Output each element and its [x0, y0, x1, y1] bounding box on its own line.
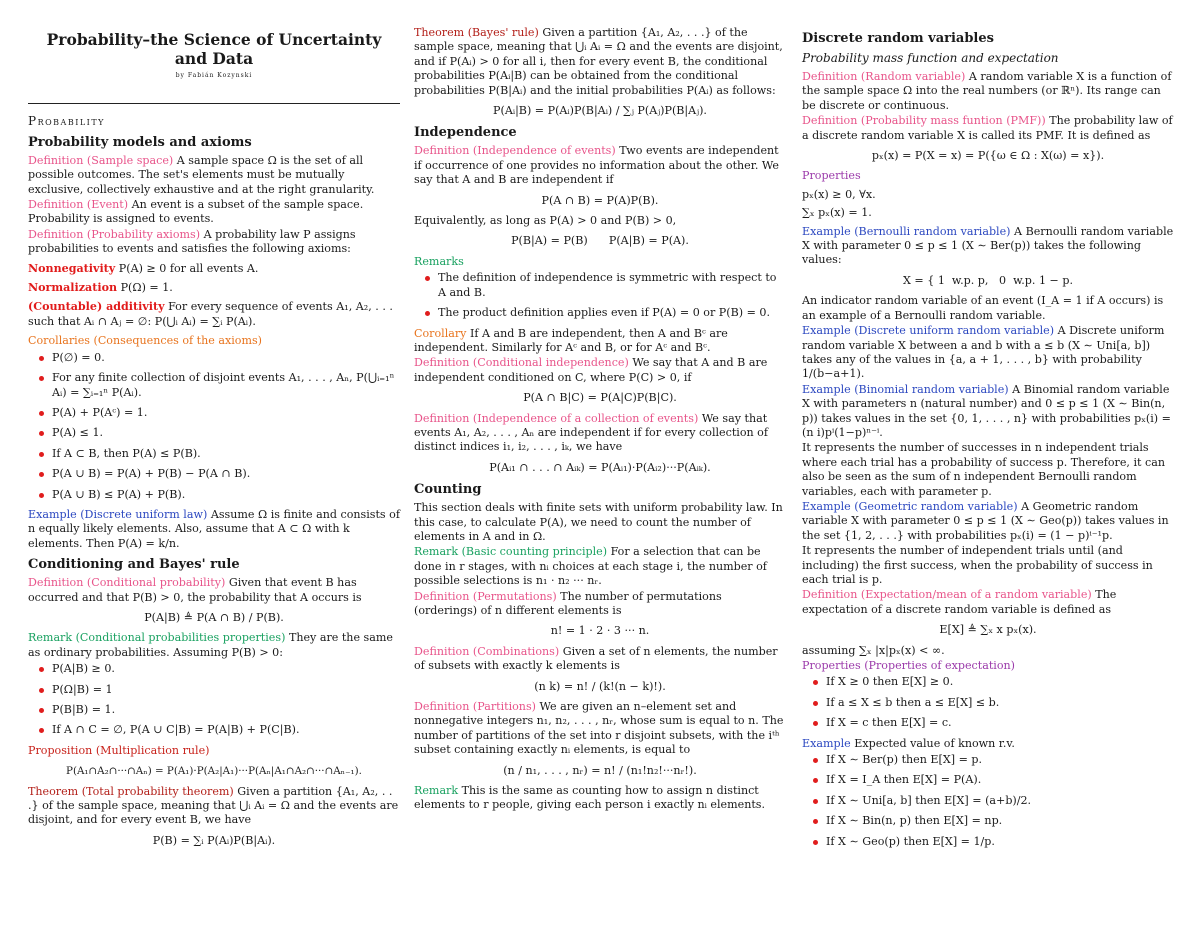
list-item: If X = I_A then E[X] = P(A).	[826, 773, 1174, 787]
equation-bernoulli: X = { 1 w.p. p, 0 w.p. 1 − p.	[902, 273, 1073, 287]
equation-conditional: P(A|B) ≜ P(A ∩ B) / P(B).	[144, 610, 284, 624]
remark-conditional-properties: Remark (Conditional probabilities properties) They are the same as ordinary probabilities. Assuming P(B) > 0:	[28, 631, 393, 659]
example-binomial: Example (Binomial random variable) A Binomial random variable X with parameters n (natural number) and 0 ≤ p ≤ 1 (X ∼ Bin(n, p)) takes values in the set {0, 1, . . . , n} with probabilities pₓ(i) = (n i)pⁱ(1−p)ⁿ⁻ⁱ.	[802, 382, 1171, 439]
expectation-assumption: assuming ∑ₓ |x|pₓ(x) < ∞.	[802, 643, 945, 657]
equation-equivalence: P(B|A) = P(B) P(A|B) = P(A).	[511, 234, 689, 248]
list-item: P(A ∪ B) ≤ P(A) + P(B).	[52, 488, 400, 502]
def-expectation: Definition (Expectation/mean of a random variable) The expectation of a discrete random variable is defined as	[802, 588, 1117, 616]
geometric-represents: It represents the number of independent trials until (and including) the first success, when the probability of success in each trial is p.	[802, 544, 1153, 586]
list-item: If X ≥ 0 then E[X] ≥ 0.	[826, 675, 1174, 689]
column-1	[28, 26, 400, 854]
counting-intro: This section deals with finite sets with uniform probability law. In this case, to calculate P(A), we need to count the number of elements in A and in Ω.	[414, 501, 783, 543]
document-title: Probability–the Science of Uncertainty and Data	[46, 30, 382, 68]
expected-values-list	[802, 753, 1174, 849]
list-item: For any finite collection of disjoint events A₁, . . . , Aₙ, P(⋃ᵢ₌₁ⁿ Aᵢ) = ∑ᵢ₌₁ⁿ P(Aᵢ).	[52, 371, 400, 400]
prop-multiplication-label: Proposition (Multiplication rule)	[28, 743, 210, 757]
list-item: P(A ∪ B) = P(A) + P(B) − P(A ∩ B).	[52, 467, 400, 481]
example-bernoulli: Example (Bernoulli random variable) A Bernoulli random variable X with parameter 0 ≤ p ≤ 1 (X ∼ Ber(p)) takes the following values:	[802, 224, 1174, 267]
equation-pmf: pₓ(x) = P(X = x) = P({ω ∈ Ω : X(ω) = x}).	[871, 149, 1105, 163]
heading-conditioning: Conditioning and Bayes' rule	[28, 557, 240, 573]
corollaries-list	[28, 351, 400, 502]
def-permutations: Definition (Permutations) The number of permutations (orderings) of n different elements is	[414, 589, 722, 617]
equation-expectation: E[X] ≜ ∑ₓ x pₓ(x).	[939, 623, 1037, 637]
bernoulli-indicator: An indicator random variable of an event (I_A = 1 if A occurs) is an example of a Bernoulli random variable.	[802, 294, 1164, 322]
list-item: If a ≤ X ≤ b then a ≤ E[X] ≤ b.	[826, 696, 1174, 710]
list-item: If X = c then E[X] = c.	[826, 716, 1174, 730]
equation-conditional-independence: P(A ∩ B|C) = P(A|C)P(B|C).	[523, 391, 677, 405]
def-conditional-independence: Definition (Conditional independence) We say that A and B are independent conditioned on C, where P(C) > 0, if	[414, 356, 768, 384]
def-combinations: Definition (Combinations) Given a set of n elements, the number of subsets with exactly k elements is	[414, 644, 778, 673]
thm-bayes: Theorem (Bayes' rule) Given a partition {A₁, A₂, . . .} of the sample space, meaning that ⋃ᵢ Aᵢ = Ω and the events are disjoint, and if P(Aᵢ) > 0 for all i, then for every event B, the conditional probabilities P(Aᵢ|B) can be obtained from the conditional probabilities P(B|Aᵢ) and the initial probabilities P(Aᵢ) as follows:	[414, 26, 783, 97]
def-axioms: Definition (Probability axioms) A probability law P assigns probabilities to events and satisfies the following axioms:	[28, 227, 356, 256]
corollary-independence: Corollary If A and B are independent, then A and Bᶜ are independent. Similarly for Aᶜ and B, or for Aᶜ and Bᶜ.	[414, 326, 728, 354]
list-item: If A ⊂ B, then P(A) ≤ P(B).	[52, 447, 400, 461]
example-discrete-uniform: Example (Discrete uniform random variable) A Discrete uniform random variable X between a and b with a ≤ b (X ∼ Uni[a, b]) takes any of the values in {a, a + 1, . . . , b} with probability 1/(b−a+1).	[802, 324, 1165, 381]
document-author: by Fabián Kozynski	[175, 72, 253, 79]
list-item: The definition of independence is symmetric with respect to A and B.	[438, 271, 786, 300]
column-2	[414, 26, 786, 814]
property-nonneg: pₓ(x) ≥ 0, ∀x.	[802, 187, 876, 201]
heading-discrete-rv: Discrete random variables	[802, 31, 994, 46]
def-random-variable: Definition (Random variable) A random variable X is a function of the sample space Ω into the real numbers (or ℝⁿ). Its range can be discrete or continuous.	[802, 70, 1172, 112]
equation-permutations: n! = 1 · 2 · 3 ··· n.	[550, 624, 650, 638]
def-pmf: Definition (Probability mass funtion (PMF)) The probability law of a discrete random variable X is called its PMF. It is defined as	[802, 114, 1173, 142]
conditional-properties-list	[28, 662, 400, 738]
equation-bayes: P(Aᵢ|B) = P(Aᵢ)P(B|Aᵢ) / ∑ⱼ P(Aⱼ)P(B|Aⱼ).	[493, 104, 707, 118]
list-item: P(A|B) ≥ 0.	[52, 662, 400, 676]
heading-counting: Counting	[414, 482, 482, 498]
list-item: P(Ω|B) = 1	[52, 683, 400, 697]
list-item: P(A) ≤ 1.	[52, 426, 400, 440]
example-uniform-law: Example (Discrete uniform law) Assume Ω is finite and consists of n equally likely elements. Also, assume that A ⊂ Ω with k elements. Then P(A) = k/n.	[28, 507, 400, 550]
expectation-properties-list	[802, 675, 1174, 730]
corollaries-label: Corollaries (Consequences of the axioms)	[28, 334, 262, 348]
equivalence-text: Equivalently, as long as P(A) > 0 and P(B) > 0,	[414, 214, 677, 228]
equation-partitions: (n / n₁, . . . , nᵣ) = n! / (n₁!n₂!···nᵣ!).	[503, 763, 697, 777]
axiom-normalization: Normalization P(Ω) = 1.	[28, 281, 173, 295]
remark-counting-principle: Remark (Basic counting principle) For a selection that can be done in r stages, with nᵢ choices at each stage i, the number of possible selections is n₁ · n₂ ··· nᵣ.	[414, 545, 767, 588]
list-item: The product definition applies even if P(A) = 0 or P(B) = 0.	[438, 306, 786, 320]
properties-label: Properties	[802, 169, 861, 183]
def-sample-space: Definition (Sample space) A sample space Ω is the set of all possible outcomes. The set's elements must be mutually exclusive, collectively exhaustive and at the right granularity.	[28, 153, 375, 196]
def-independence: Definition (Independence of events) Two events are independent if occurrence of one provides no information about the other. We say that A and B are independent if	[414, 144, 779, 187]
equation-collection: P(Aᵢ₁ ∩ . . . ∩ Aᵢₖ) = P(Aᵢ₁)·P(Aᵢ₂)···P(Aᵢₖ).	[489, 460, 711, 474]
heading-pmf: Probability mass function and expectation	[802, 51, 1059, 65]
def-collection-independence: Definition (Independence of a collection of events) We say that events A₁, A₂, . . . , Aₙ are independent if for every collection of distinct indices i₁, i₂, . . . , iₖ, we have	[414, 411, 768, 454]
heading-models: Probability models and axioms	[28, 134, 252, 150]
list-item: If X ∼ Bin(n, p) then E[X] = np.	[826, 814, 1174, 828]
remarks-label: Remarks	[414, 254, 464, 268]
def-partitions: Definition (Partitions) We are given an n–element set and nonnegative integers n₁, n₂, . . . , nᵣ, whose sum is equal to n. The number of partitions of the set into r disjoint subsets, with the iᵗʰ subset containing exactly nᵢ elements, is equal to	[414, 700, 784, 757]
axiom-additivity: (Countable) additivity For every sequence of events A₁, A₂, . . . such that Aᵢ ∩ Aⱼ = ∅: P(⋃ᵢ Aᵢ) = ∑ᵢ P(Aᵢ).	[28, 300, 393, 328]
list-item: If X ∼ Geo(p) then E[X] = 1/p.	[826, 835, 1174, 849]
list-item: If X ∼ Ber(p) then E[X] = p.	[826, 753, 1174, 767]
axiom-nonnegativity: Nonnegativity P(A) ≥ 0 for all events A.	[28, 261, 259, 275]
example-expected-values: Example Expected value of known r.v.	[802, 736, 1015, 750]
title-divider	[28, 103, 400, 104]
list-item: P(B|B) = 1.	[52, 703, 400, 717]
list-item: P(∅) = 0.	[52, 351, 400, 365]
column-3	[802, 26, 1174, 855]
section-heading: Probability	[28, 114, 105, 129]
property-sum: ∑ₓ pₓ(x) = 1.	[802, 206, 872, 220]
def-event: Definition (Event) An event is a subset of the sample space. Probability is assigned to events.	[28, 198, 364, 226]
list-item: P(A) + P(Aᶜ) = 1.	[52, 406, 400, 420]
equation-combinations: (n k) = n! / (k!(n − k)!).	[534, 679, 666, 693]
properties-expectation-label: Properties (Properties of expectation)	[802, 659, 1015, 673]
equation-independence: P(A ∩ B) = P(A)P(B).	[541, 193, 659, 207]
example-geometric: Example (Geometric random variable) A Geometric random variable X with parameter 0 ≤ p ≤ 1 (X ∼ Geo(p)) takes values in the set {1, 2, . . .} with probabilities pₓ(i) = (1 − p)ⁱ⁻¹p.	[802, 499, 1169, 542]
equation-total: P(B) = ∑ᵢ P(Aᵢ)P(B|Aᵢ).	[152, 833, 276, 847]
list-item: If A ∩ C = ∅, P(A ∪ C|B) = P(A|B) + P(C|B).	[52, 723, 400, 737]
list-item: If X ∼ Uni[a, b] then E[X] = (a+b)/2.	[826, 794, 1174, 808]
def-conditional-probability: Definition (Conditional probability) Given that event B has occurred and that P(B) > 0, the probability that A occurs is	[28, 576, 362, 604]
remarks-list	[414, 271, 786, 320]
heading-independence: Independence	[414, 125, 517, 141]
equation-multiplication: P(A₁∩A₂∩···∩Aₙ) = P(A₁)·P(A₂|A₁)···P(Aₙ|A₁∩A₂∩···∩Aₙ₋₁).	[66, 765, 362, 778]
binomial-represents: It represents the number of successes in n independent trials where each trial has a probability of success p. Therefore, it can also be seen as the sum of n independent Bernoulli random variables, each with parameter p.	[802, 441, 1165, 498]
thm-total-probability: Theorem (Total probability theorem) Given a partition {A₁, A₂, . . .} of the sample space, meaning that ⋃ᵢ Aᵢ = Ω and the events are disjoint, and for every event B, we have	[28, 784, 399, 827]
remark-partitions: Remark This is the same as counting how to assign n distinct elements to r people, giving each person i exactly nᵢ elements.	[414, 784, 766, 812]
